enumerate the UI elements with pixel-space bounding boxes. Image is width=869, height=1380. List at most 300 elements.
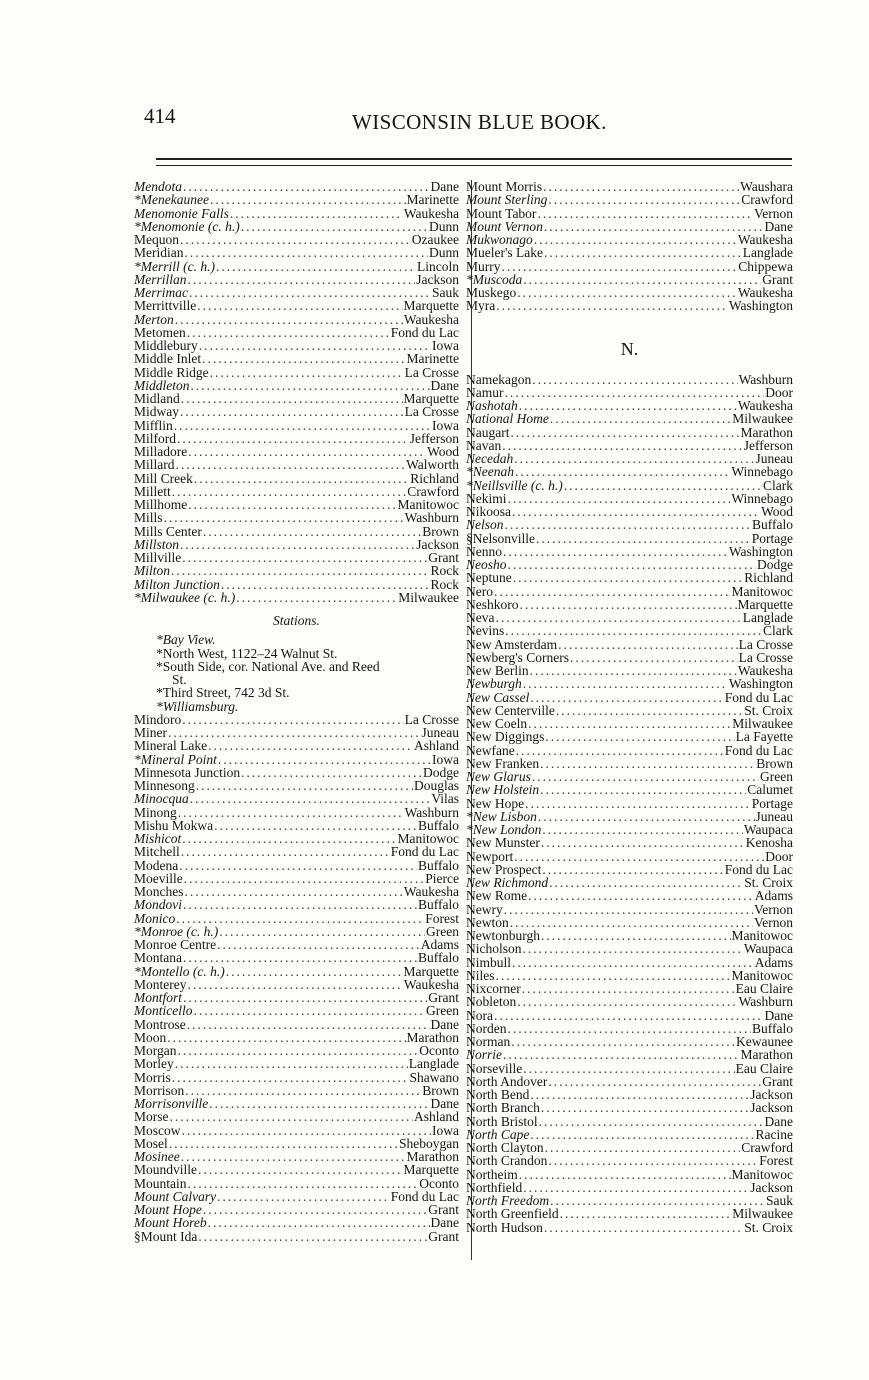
index-entry bbox=[466, 903, 793, 916]
left-entries-a bbox=[134, 180, 459, 604]
county-name: Langlade bbox=[742, 610, 793, 625]
place-name: Northfield bbox=[466, 1179, 523, 1195]
place-name: North Cape bbox=[466, 1126, 530, 1142]
county-name: Dodge bbox=[757, 557, 793, 572]
dot-leader bbox=[505, 386, 765, 399]
dot-leader bbox=[544, 246, 742, 259]
index-entry bbox=[466, 850, 793, 863]
index-entry bbox=[134, 419, 459, 432]
place-name: Mosinee bbox=[134, 1149, 180, 1164]
dot-leader bbox=[494, 585, 731, 598]
dot-leader bbox=[182, 832, 396, 845]
index-entry bbox=[134, 564, 459, 577]
place-name: Norseville bbox=[466, 1060, 523, 1076]
dot-leader bbox=[185, 885, 403, 898]
dot-leader bbox=[182, 1124, 432, 1137]
place-name: North Bend bbox=[466, 1087, 530, 1102]
index-entry bbox=[466, 638, 793, 651]
index-entry bbox=[134, 207, 459, 220]
county-name: Dane bbox=[430, 1016, 459, 1032]
dot-leader bbox=[514, 452, 754, 465]
dot-leader bbox=[504, 903, 753, 916]
dot-leader bbox=[530, 691, 723, 704]
index-entry bbox=[134, 1071, 459, 1084]
index-entry bbox=[466, 246, 793, 259]
place-name: National Home bbox=[466, 411, 549, 427]
county-name: Dane bbox=[764, 218, 793, 234]
place-name: Mount Calvary bbox=[134, 1188, 217, 1204]
county-name: Dane bbox=[764, 1007, 793, 1023]
dot-leader bbox=[523, 677, 728, 690]
dot-leader bbox=[523, 942, 743, 955]
county-name: Sheboygan bbox=[399, 1135, 459, 1151]
county-name: St. Croix bbox=[744, 702, 793, 718]
place-name: Montfort bbox=[134, 990, 183, 1005]
place-name: Menomonie Falls bbox=[134, 205, 229, 221]
county-name: Vilas bbox=[431, 791, 459, 807]
dot-leader bbox=[532, 770, 759, 783]
index-entry bbox=[134, 1044, 459, 1057]
county-name: Wood bbox=[427, 444, 459, 459]
county-name: Jackson bbox=[750, 1087, 793, 1102]
index-entry bbox=[134, 1110, 459, 1123]
right-column bbox=[466, 180, 793, 1234]
county-name: Manitowoc bbox=[731, 967, 793, 983]
dot-leader bbox=[539, 1115, 764, 1128]
running-head: WISCONSIN BLUE BOOK. bbox=[352, 110, 607, 134]
index-entry bbox=[466, 916, 793, 929]
dot-leader bbox=[549, 876, 743, 889]
index-entry bbox=[466, 691, 793, 704]
place-name: Monico bbox=[134, 910, 176, 926]
county-name: Buffalo bbox=[418, 857, 459, 873]
dot-leader bbox=[558, 638, 738, 651]
index-entry bbox=[466, 465, 793, 478]
place-name: Merrimac bbox=[134, 285, 188, 300]
index-entry bbox=[466, 797, 793, 810]
index-entry bbox=[134, 951, 459, 964]
dot-leader bbox=[197, 299, 402, 312]
place-name: Minnesong bbox=[134, 778, 195, 793]
index-entry bbox=[466, 1048, 793, 1061]
county-name: Forest bbox=[759, 1153, 793, 1169]
place-name: Namur bbox=[466, 384, 504, 400]
index-entry bbox=[466, 1207, 793, 1220]
county-name: Jackson bbox=[416, 536, 459, 552]
county-name: Marinette bbox=[406, 351, 459, 367]
place-name: Necedah bbox=[466, 451, 514, 466]
dot-leader bbox=[208, 739, 413, 752]
place-name: Morgan bbox=[134, 1043, 177, 1058]
dot-leader bbox=[214, 819, 417, 832]
dot-leader bbox=[523, 1062, 734, 1075]
index-entry bbox=[466, 505, 793, 518]
dot-leader bbox=[181, 392, 403, 405]
place-name: Newfane bbox=[466, 742, 515, 758]
dot-leader bbox=[502, 260, 738, 273]
county-name: Fond du Lac bbox=[390, 844, 459, 860]
index-entry bbox=[134, 859, 459, 872]
dot-leader bbox=[185, 246, 429, 259]
index-entry bbox=[134, 1163, 459, 1176]
dot-leader bbox=[236, 591, 397, 604]
index-entry bbox=[134, 551, 459, 564]
county-name: Marquette bbox=[403, 391, 459, 406]
dot-leader bbox=[198, 1230, 427, 1243]
county-name: Richland bbox=[744, 570, 793, 586]
place-name: Mishicot bbox=[134, 831, 182, 846]
place-name: Newburgh bbox=[466, 676, 522, 692]
dot-leader bbox=[532, 373, 737, 386]
county-name: Fond du Lac bbox=[724, 742, 793, 758]
index-entry bbox=[466, 598, 793, 611]
county-name: Washburn bbox=[404, 510, 459, 526]
dot-leader bbox=[496, 299, 728, 312]
place-name: Millhome bbox=[134, 497, 188, 512]
county-name: Winnebago bbox=[731, 464, 793, 480]
dot-leader bbox=[191, 379, 430, 392]
county-name: Fond du Lac bbox=[724, 861, 793, 877]
index-entry bbox=[466, 439, 793, 452]
place-name: New Cassel bbox=[466, 689, 530, 705]
index-entry bbox=[466, 744, 793, 757]
place-name: Milton bbox=[134, 563, 170, 579]
place-name: Morley bbox=[134, 1056, 174, 1072]
dot-leader bbox=[180, 233, 411, 246]
place-name: §Nelsonville bbox=[466, 530, 535, 546]
dot-leader bbox=[520, 598, 737, 611]
dot-leader bbox=[241, 220, 428, 233]
dot-leader bbox=[172, 485, 407, 498]
county-name: Washington bbox=[728, 298, 793, 314]
county-name: Jackson bbox=[750, 1100, 793, 1116]
place-name: New Berlin bbox=[466, 663, 529, 678]
county-name: Brown bbox=[422, 523, 459, 539]
station-entry: *Bay View. bbox=[156, 632, 216, 648]
dot-leader bbox=[203, 525, 421, 538]
station-entry: *Williamsburg. bbox=[156, 698, 239, 714]
dot-leader bbox=[544, 220, 764, 233]
place-name: North Greenfield bbox=[466, 1206, 559, 1222]
county-name: Waukesha bbox=[737, 663, 793, 678]
place-name: *Neenah bbox=[466, 464, 514, 480]
dot-leader bbox=[176, 458, 406, 471]
index-entry bbox=[134, 352, 459, 365]
place-name: Metomen bbox=[134, 324, 186, 340]
dot-leader bbox=[180, 538, 415, 551]
index-entry bbox=[134, 1018, 459, 1031]
place-name: Mills Center bbox=[134, 523, 202, 539]
county-name: Jackson bbox=[416, 271, 459, 287]
index-entry bbox=[466, 558, 793, 571]
index-entry bbox=[134, 1057, 459, 1070]
place-name: Monches bbox=[134, 884, 184, 899]
index-entry bbox=[466, 995, 793, 1008]
dot-leader bbox=[556, 704, 743, 717]
place-name: Mequon bbox=[134, 232, 179, 247]
index-entry bbox=[134, 591, 459, 604]
index-entry bbox=[466, 1141, 793, 1154]
index-entry bbox=[466, 299, 793, 312]
index-entry bbox=[134, 313, 459, 326]
index-entry bbox=[466, 532, 793, 545]
place-name: New Coeln bbox=[466, 716, 528, 731]
dot-leader bbox=[503, 1048, 740, 1061]
index-entry bbox=[466, 571, 793, 584]
dot-leader bbox=[530, 664, 737, 677]
county-name: La Crosse bbox=[404, 404, 459, 420]
place-name: Nevins bbox=[466, 623, 505, 639]
place-name: Mifflin bbox=[134, 417, 173, 433]
county-name: Washburn bbox=[738, 371, 793, 387]
place-name: *Menomonie (c. h.) bbox=[134, 218, 240, 234]
index-entry bbox=[134, 832, 459, 845]
dot-leader bbox=[181, 845, 390, 858]
place-name: Moon bbox=[134, 1029, 167, 1045]
dot-leader bbox=[513, 571, 744, 584]
letter-heading: N. bbox=[620, 338, 639, 359]
dot-leader bbox=[505, 518, 751, 531]
county-name: Fond du Lac bbox=[724, 689, 793, 705]
index-entry bbox=[466, 492, 793, 505]
place-name: *New London bbox=[466, 822, 542, 837]
dot-leader bbox=[541, 929, 731, 942]
county-name: Marathon bbox=[740, 1047, 793, 1063]
place-name: *Montello (c. h.) bbox=[134, 963, 225, 979]
index-entry bbox=[466, 426, 793, 439]
dot-leader bbox=[164, 511, 404, 524]
index-entry bbox=[134, 1216, 459, 1229]
dot-leader bbox=[171, 564, 430, 577]
index-entry bbox=[134, 739, 459, 752]
dot-leader bbox=[517, 286, 737, 299]
county-name: Manitowoc bbox=[397, 497, 459, 512]
place-name: Nixcorner bbox=[466, 981, 521, 996]
stations-list bbox=[134, 633, 459, 713]
place-name: Mount Tabor bbox=[466, 205, 537, 221]
county-name: Douglas bbox=[414, 778, 459, 793]
dot-leader bbox=[188, 1177, 419, 1190]
dot-leader bbox=[525, 797, 751, 810]
place-name: Modena bbox=[134, 857, 179, 873]
place-name: Moundville bbox=[134, 1162, 197, 1178]
county-name: Buffalo bbox=[752, 1020, 793, 1036]
county-name: Green bbox=[426, 923, 459, 939]
county-name: Waupaca bbox=[743, 822, 793, 837]
place-name: Mishu Mokwa bbox=[134, 817, 214, 833]
header-rule-thick bbox=[156, 158, 792, 160]
county-name: Portage bbox=[751, 530, 793, 546]
dot-leader bbox=[210, 193, 406, 206]
county-name: Grant bbox=[428, 990, 459, 1005]
county-name: Marquette bbox=[403, 298, 459, 314]
index-entry bbox=[134, 1004, 459, 1017]
place-name: Morris bbox=[134, 1069, 171, 1085]
county-name: Wood bbox=[761, 504, 793, 519]
place-name: Nikoosa bbox=[466, 504, 511, 519]
index-entry bbox=[134, 299, 459, 312]
index-entry bbox=[466, 452, 793, 465]
index-entry bbox=[134, 339, 459, 352]
dot-leader bbox=[528, 889, 754, 902]
place-name: Mineral Lake bbox=[134, 738, 208, 754]
county-name: Juneau bbox=[755, 808, 793, 824]
place-name: Merrittville bbox=[134, 298, 197, 314]
index-entry bbox=[466, 399, 793, 412]
index-entry bbox=[466, 810, 793, 823]
place-name: Newberg's Corners bbox=[466, 649, 570, 665]
dot-leader bbox=[172, 1071, 409, 1084]
county-name: Rock bbox=[430, 563, 459, 579]
county-name: La Crosse bbox=[404, 364, 459, 380]
dot-leader bbox=[190, 792, 431, 805]
index-entry bbox=[134, 445, 459, 458]
place-name: Millville bbox=[134, 550, 182, 565]
county-name: Manitowoc bbox=[731, 928, 793, 943]
place-name: Morse bbox=[134, 1109, 169, 1125]
dot-leader bbox=[512, 505, 760, 518]
place-name: Northeim bbox=[466, 1166, 518, 1182]
county-name: Eau Claire bbox=[735, 1060, 793, 1076]
index-entry bbox=[466, 1168, 793, 1181]
index-entry bbox=[466, 1075, 793, 1088]
dot-leader bbox=[502, 439, 743, 452]
place-name: Meridian bbox=[134, 245, 184, 261]
dot-leader bbox=[523, 273, 761, 286]
index-entry bbox=[466, 479, 793, 492]
county-name: Washington bbox=[728, 676, 793, 692]
dot-leader bbox=[175, 1057, 408, 1070]
county-name: Dunn bbox=[429, 218, 459, 234]
county-name: Dodge bbox=[423, 764, 459, 780]
index-entry bbox=[134, 193, 459, 206]
index-entry bbox=[466, 1221, 793, 1234]
place-name: Milladore bbox=[134, 444, 188, 459]
county-name: Jefferson bbox=[743, 437, 793, 453]
county-name: Sauk bbox=[766, 1193, 793, 1208]
dot-leader bbox=[508, 558, 757, 571]
dot-leader bbox=[570, 651, 738, 664]
place-name: §Mount Ida bbox=[134, 1228, 198, 1244]
place-name: Mills bbox=[134, 510, 163, 526]
place-name: New Rome bbox=[466, 888, 528, 904]
county-name: Milwaukee bbox=[732, 411, 793, 427]
index-entry bbox=[134, 1190, 459, 1203]
dot-leader bbox=[219, 925, 425, 938]
place-name: Mondovi bbox=[134, 897, 182, 913]
index-entry bbox=[466, 1035, 793, 1048]
index-entry bbox=[134, 1230, 459, 1243]
place-name: North Clayton bbox=[466, 1140, 544, 1155]
index-entry bbox=[134, 1177, 459, 1190]
index-entry bbox=[134, 1137, 459, 1150]
county-name: Langlade bbox=[408, 1056, 459, 1072]
dot-leader bbox=[548, 1154, 758, 1167]
index-entry bbox=[134, 885, 459, 898]
station-entry: *Third Street, 742 3d St. bbox=[156, 685, 290, 701]
dot-leader bbox=[177, 432, 409, 445]
index-entry bbox=[466, 545, 793, 558]
county-name: Racine bbox=[755, 1126, 793, 1142]
county-name: Buffalo bbox=[418, 897, 459, 913]
county-name: Dunn bbox=[429, 245, 459, 261]
place-name: Monticello bbox=[134, 1003, 193, 1019]
dot-leader bbox=[496, 969, 731, 982]
county-name: St. Croix bbox=[744, 1219, 793, 1235]
dot-leader bbox=[184, 872, 425, 885]
county-name: Dane bbox=[430, 179, 459, 194]
index-entry bbox=[134, 898, 459, 911]
county-name: Iowa bbox=[432, 1122, 459, 1138]
county-name: Grant bbox=[428, 1202, 459, 1217]
dot-leader bbox=[217, 1190, 390, 1203]
county-name: Grant bbox=[762, 271, 793, 287]
place-name: Neptune bbox=[466, 570, 512, 586]
county-name: Waushara bbox=[740, 179, 793, 194]
dot-leader bbox=[241, 766, 422, 779]
index-entry bbox=[134, 965, 459, 978]
index-entry bbox=[134, 286, 459, 299]
dot-leader bbox=[530, 1128, 754, 1141]
place-name: Mount Sterling bbox=[466, 192, 548, 208]
dot-leader bbox=[536, 532, 751, 545]
index-entry bbox=[466, 651, 793, 664]
index-entry bbox=[134, 432, 459, 445]
place-name: New Amsterdam bbox=[466, 636, 558, 652]
dot-leader bbox=[182, 713, 403, 726]
county-name: Waukesha bbox=[737, 285, 793, 300]
county-name: La Crosse bbox=[738, 636, 793, 652]
station-entry: St. bbox=[172, 672, 187, 687]
index-entry bbox=[134, 273, 459, 286]
dot-leader bbox=[505, 624, 762, 637]
dot-leader bbox=[188, 273, 416, 286]
station-entry: *North West, 1122–24 Walnut St. bbox=[156, 645, 338, 661]
dot-leader bbox=[193, 1004, 425, 1017]
index-entry bbox=[134, 819, 459, 832]
index-entry bbox=[466, 783, 793, 796]
index-entry bbox=[134, 1097, 459, 1110]
index-entry bbox=[466, 677, 793, 690]
place-name: Mosel bbox=[134, 1135, 168, 1151]
county-name: Door bbox=[765, 848, 793, 864]
right-entries-b bbox=[466, 373, 793, 1234]
dot-leader bbox=[188, 498, 396, 511]
dot-leader bbox=[545, 730, 734, 743]
county-name: Grant bbox=[428, 550, 459, 565]
dot-leader bbox=[183, 991, 427, 1004]
dot-leader bbox=[543, 180, 739, 193]
index-entry bbox=[466, 836, 793, 849]
index-entry bbox=[134, 538, 459, 551]
place-name: Mount Horeb bbox=[134, 1215, 207, 1231]
county-name: Crawford bbox=[407, 483, 459, 499]
index-entry bbox=[466, 823, 793, 836]
dot-leader bbox=[181, 1150, 406, 1163]
county-name: Milwaukee bbox=[732, 716, 793, 731]
index-entry bbox=[134, 366, 459, 379]
dot-leader bbox=[209, 1097, 429, 1110]
index-entry bbox=[466, 286, 793, 299]
place-name: Newport bbox=[466, 848, 514, 864]
place-name: New Holstein bbox=[466, 782, 540, 798]
place-name: Nero bbox=[466, 583, 493, 599]
county-name: Vernon bbox=[754, 914, 793, 930]
place-name: North Crandon bbox=[466, 1153, 548, 1169]
county-name: Marinette bbox=[406, 192, 459, 208]
dot-leader bbox=[203, 1203, 427, 1216]
dot-leader bbox=[174, 419, 431, 432]
